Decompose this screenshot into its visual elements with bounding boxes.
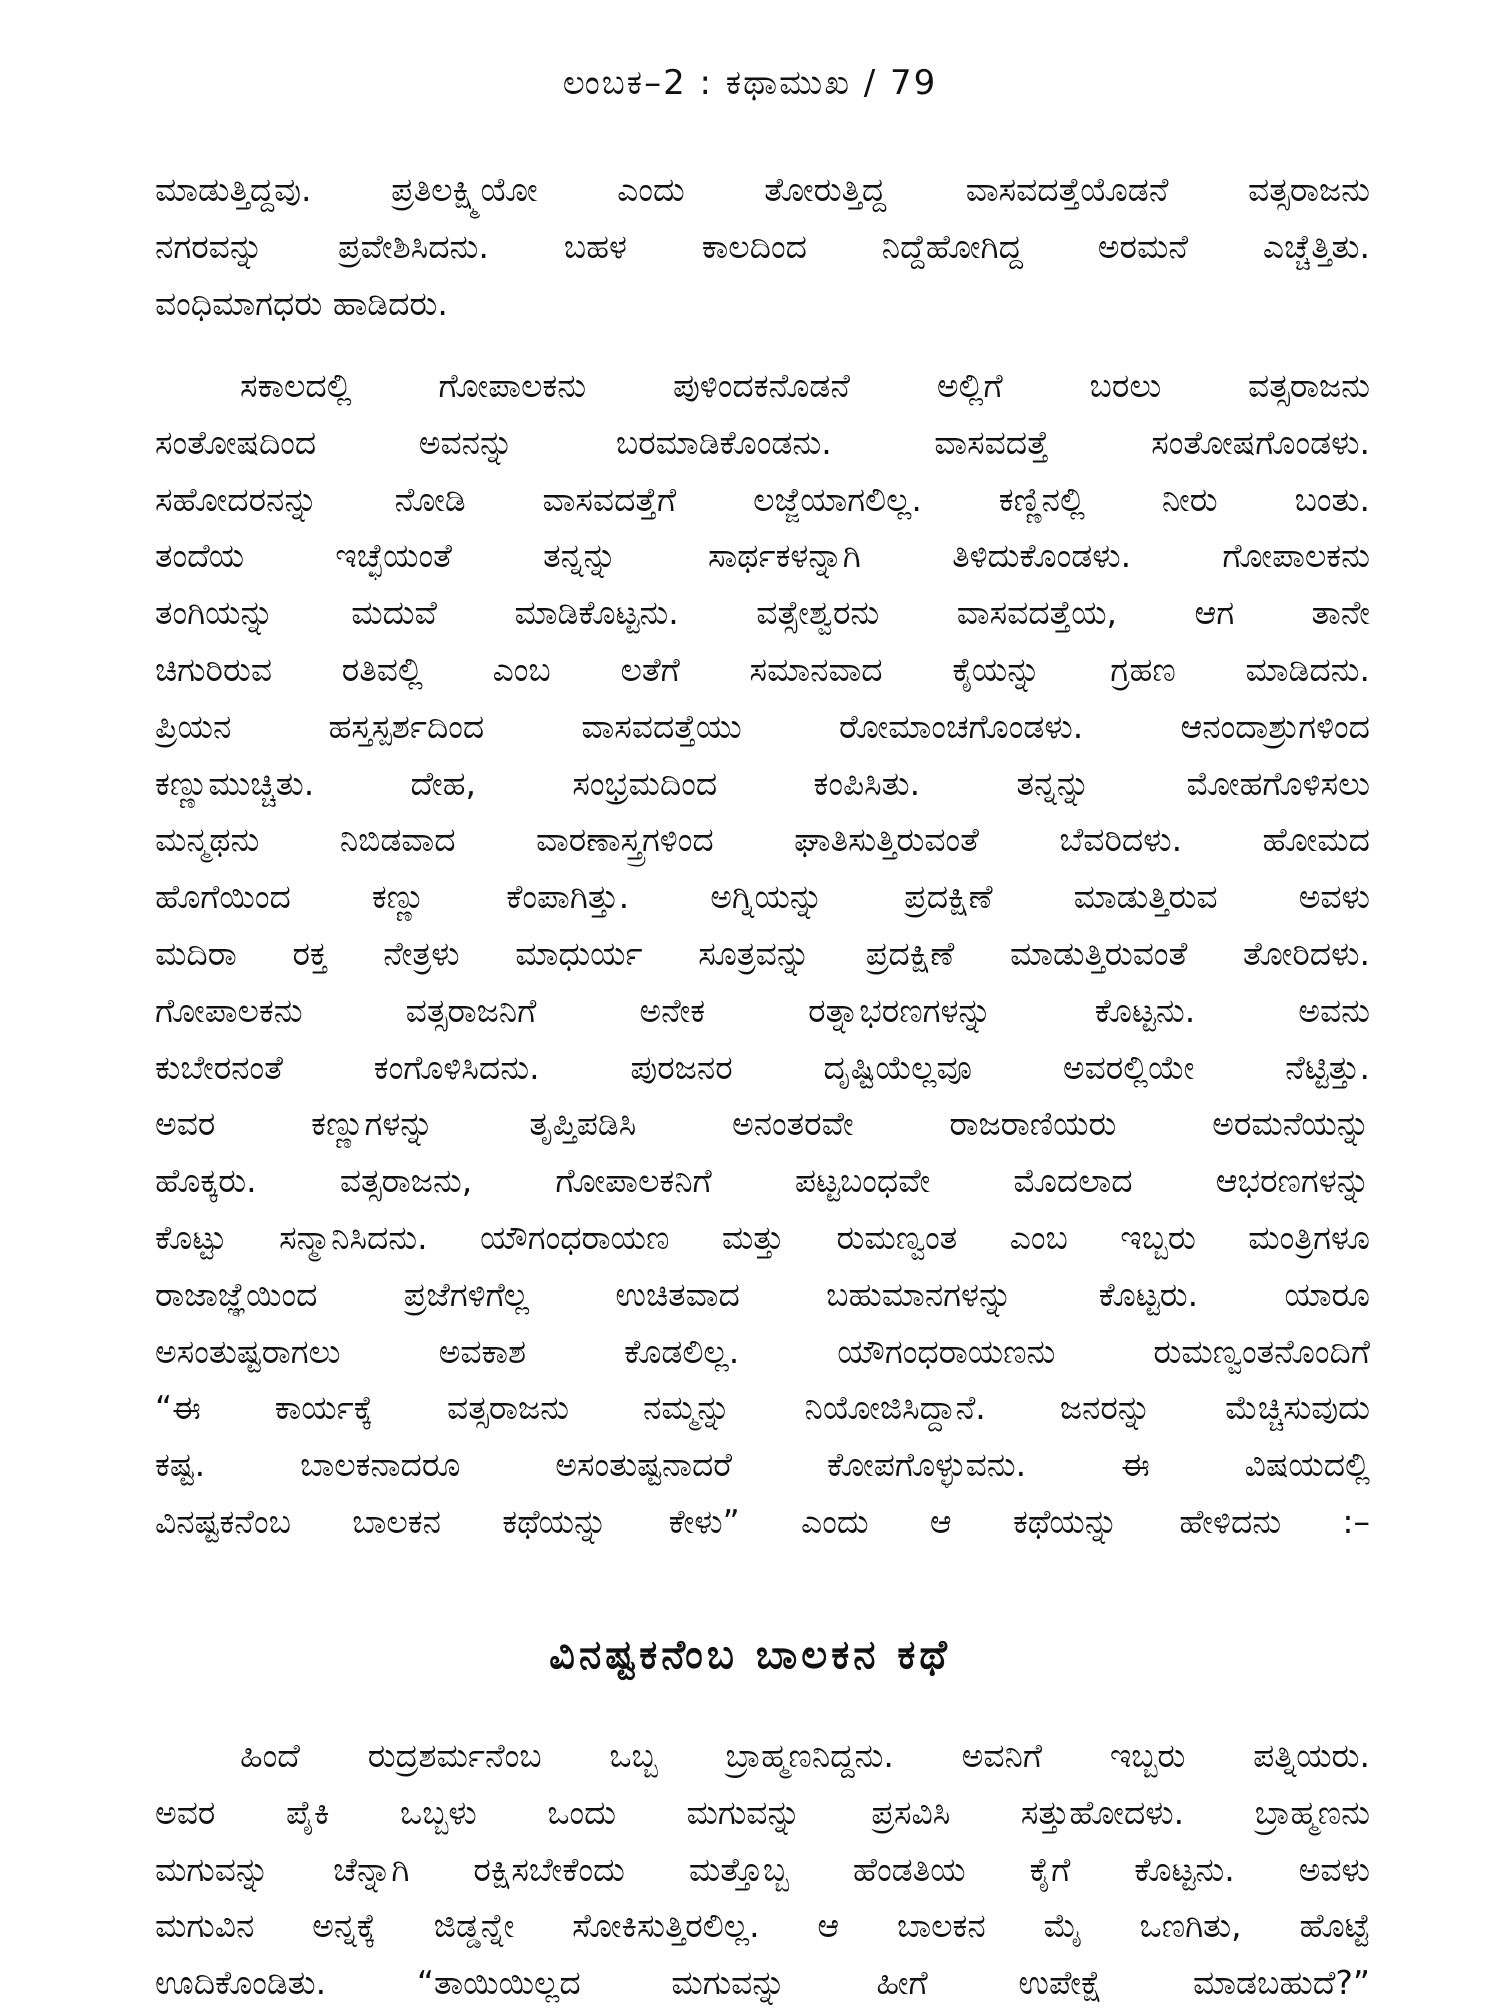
text-line: ಮಾಡುತ್ತಿದ್ದವು. ಪ್ರತಿಲಕ್ಷ್ಮಿಯೋ ಎಂದು ತೋರುತ್ತಿದ್ದ ವಾಸವದತ್ತೆಯೊಡನೆ ವತ್ಸರಾಜನು [155, 170, 1370, 209]
text-line: ಗೋಪಾಲಕನು ವತ್ಸರಾಜನಿಗೆ ಅನೇಕ ರತ್ನಾಭರಣಗಳನ್ನು ಕೊಟ್ಟನು. ಅವನು [155, 990, 1370, 1030]
text-line: ಊದಿಕೊಂಡಿತು. “ತಾಯಿಯಿಲ್ಲದ ಮಗುವನ್ನು ಹೀಗೆ ಉಪೇಕ್ಷೆ ಮಾಡಬಹುದೆ?” [155, 1963, 1370, 2003]
text-line: ವಂಧಿಮಾಗಧರು ಹಾಡಿದರು. [155, 283, 448, 323]
text-line: ಕೊಟ್ಟು ಸನ್ಮಾನಿಸಿದನು. ಯೌಗಂಧರಾಯಣ ಮತ್ತು ರುಮಣ್ವಂತ ಎಂಬ ಇಬ್ಬರು ಮಂತ್ರಿಗಳೂ [155, 1217, 1370, 1257]
text-line: ಪ್ರಿಯನ ಹಸ್ತಸ್ಪರ್ಶದಿಂದ ವಾಸವದತ್ತೆಯು ರೋಮಾಂಚಗೊಂಡಳು. ಆನಂದಾಶ್ರುಗಳಿಂದ [155, 706, 1370, 746]
text-line: ಅವರ ಪೈಕಿ ಒಬ್ಬಳು ಒಂದು ಮಗುವನ್ನು ಪ್ರಸವಿಸಿ ಸತ್ತುಹೋದಳು. ಬ್ರಾಹ್ಮಣನು [155, 1792, 1370, 1832]
text-line: ವಿನಷ್ಟಕನೆಂಬ ಬಾಲಕನ ಕಥೆಯನ್ನು ಕೇಳು” ಎಂದು ಆ ಕಥೆಯನ್ನು ಹೇಳಿದನು :– [155, 1501, 1370, 1541]
text-line: ಸಂತೋಷದಿಂದ ಅವನನ್ನು ಬರಮಾಡಿಕೊಂಡನು. ವಾಸವದತ್ತೆ ಸಂತೋಷಗೊಂಡಳು. [155, 422, 1370, 462]
paragraph-2 [155, 358, 1370, 1551]
running-head: ಲಂಬಕ–2 : ಕಥಾಮುಖ / 79 [562, 63, 938, 103]
text-line: ಕುಬೇರನಂತೆ ಕಂಗೊಳಿಸಿದನು. ಪುರಜನರ ದೃಷ್ಟಿಯೆಲ್ಲವೂ ಅವರಲ್ಲಿಯೇ ನೆಟ್ಟಿತ್ತು. [155, 1047, 1370, 1087]
text-line: ಸಹೋದರನನ್ನು ನೋಡಿ ವಾಸವದತ್ತೆಗೆ ಲಜ್ಜೆಯಾಗಲಿಲ್ಲ. ಕಣ್ಣಿನಲ್ಲಿ ನೀರು ಬಂತು. [155, 479, 1370, 519]
text-line: ಕಷ್ಟ. ಬಾಲಕನಾದರೂ ಅಸಂತುಷ್ಟನಾದರೆ ಕೋಪಗೊಳ್ಳುವನು. ಈ ವಿಷಯದಲ್ಲಿ [155, 1445, 1370, 1485]
text-line: ಅಸಂತುಷ್ಟರಾಗಲು ಅವಕಾಶ ಕೊಡಲಿಲ್ಲ. ಯೌಗಂಧರಾಯಣನು ರುಮಣ್ವಂತನೊಂದಿಗೆ [155, 1331, 1370, 1371]
text-line: ಚಿಗುರಿರುವ ರತಿವಲ್ಲಿ ಎಂಬ ಲತೆಗೆ ಸಮಾನವಾದ ಕೈಯನ್ನು ಗ್ರಹಣ ಮಾಡಿದನು. [155, 649, 1370, 689]
text-line: ಮದಿರಾ ರಕ್ತ ನೇತ್ರಳು ಮಾಧುರ್ಯ ಸೂತ್ರವನ್ನು ಪ್ರದಕ್ಷಿಣೆ ಮಾಡುತ್ತಿರುವಂತೆ ತೋರಿದಳು. [155, 933, 1370, 973]
text-line: “ಈ ಕಾರ್ಯಕ್ಕೆ ವತ್ಸರಾಜನು ನಮ್ಮನ್ನು ನಿಯೋಜಿಸಿದ್ದಾನೆ. ಜನರನ್ನು ಮೆಚ್ಚಿಸುವುದು [155, 1388, 1370, 1428]
section-heading: ವಿನಷ್ಟಕನೆಂಬ ಬಾಲಕನ ಕಥೆ [549, 1632, 951, 1678]
text-line: ಹಿಂದೆ ರುದ್ರಶರ್ಮನೆಂಬ ಒಬ್ಬ ಬ್ರಾಹ್ಮಣನಿದ್ದನು. ಅವನಿಗೆ ಇಬ್ಬರು ಪತ್ನಿಯರು. [240, 1736, 1370, 1775]
text-line: ಸಕಾಲದಲ್ಲಿ ಗೋಪಾಲಕನು ಪುಳಿಂದಕನೊಡನೆ ಅಲ್ಲಿಗೆ ಬರಲು ವತ್ಸರಾಜನು [240, 366, 1370, 405]
text-line: ಹೊಕ್ಕರು. ವತ್ಸರಾಜನು, ಗೋಪಾಲಕನಿಗೆ ಪಟ್ಟಬಂಧವೇ ಮೊದಲಾದ ಆಭರಣಗಳನ್ನು [155, 1161, 1370, 1201]
text-line: ರಾಜಾಜ್ಞೆಯಿಂದ ಪ್ರಜೆಗಳಿಗೆಲ್ಲ ಉಚಿತವಾದ ಬಹುಮಾನಗಳನ್ನು ಕೊಟ್ಟರು. ಯಾರೂ [155, 1274, 1370, 1314]
text-line: ಕಣ್ಣುಮುಚ್ಚಿತು. ದೇಹ, ಸಂಭ್ರಮದಿಂದ ಕಂಪಿಸಿತು. ತನ್ನನ್ನು ಮೋಹಗೊಳಿಸಲು [155, 763, 1370, 803]
text-line: ತಂದೆಯ ಇಚ್ಛೆಯಂತೆ ತನ್ನನ್ನು ಸಾರ್ಥಕಳನ್ನಾಗಿ ತಿಳಿದುಕೊಂಡಳು. ಗೋಪಾಲಕನು [155, 536, 1370, 576]
text-line: ತಂಗಿಯನ್ನು ಮದುವೆ ಮಾಡಿಕೊಟ್ಟನು. ವತ್ಸೇಶ್ವರನು ವಾಸವದತ್ತೆಯ, ಆಗ ತಾನೇ [155, 593, 1370, 633]
paragraph-3 [155, 1728, 1370, 2012]
text-line: ಮಗುವಿನ ಅನ್ನಕ್ಕೆ ಜಿಡ್ಡನ್ನೇ ಸೋಕಿಸುತ್ತಿರಲಿಲ್ಲ. ಆ ಬಾಲಕನ ಮೈ ಒಣಗಿತು, ಹೊಟ್ಟೆ [155, 1906, 1370, 1946]
paragraph-1 [155, 162, 1370, 332]
text-line: ನಗರವನ್ನು ಪ್ರವೇಶಿಸಿದನು. ಬಹಳ ಕಾಲದಿಂದ ನಿದ್ದೆಹೋಗಿದ್ದ ಅರಮನೆ ಎಚ್ಚೆತ್ತಿತು. [155, 226, 1370, 266]
text-line: ಮಗುವನ್ನು ಚೆನ್ನಾಗಿ ರಕ್ಷಿಸಬೇಕೆಂದು ಮತ್ತೊಬ್ಬ ಹೆಂಡತಿಯ ಕೈಗೆ ಕೊಟ್ಟನು. ಅವಳು [155, 1849, 1370, 1889]
text-line: ಮನ್ಮಥನು ನಿಬಿಡವಾದ ವಾರಣಾಸ್ತ್ರಗಳಿಂದ ಘಾತಿಸುತ್ತಿರುವಂತೆ ಬೆವರಿದಳು. ಹೋಮದ [155, 820, 1370, 860]
text-line: ಹೊಗೆಯಿಂದ ಕಣ್ಣು ಕೆಂಪಾಗಿತ್ತು. ಅಗ್ನಿಯನ್ನು ಪ್ರದಕ್ಷಿಣೆ ಮಾಡುತ್ತಿರುವ ಅವಳು [155, 877, 1370, 917]
text-line: ಅವರ ಕಣ್ಣುಗಳನ್ನು ತೃಪ್ತಿಪಡಿಸಿ ಅನಂತರವೇ ರಾಜರಾಣಿಯರು ಅರಮನೆಯನ್ನು [155, 1104, 1370, 1144]
